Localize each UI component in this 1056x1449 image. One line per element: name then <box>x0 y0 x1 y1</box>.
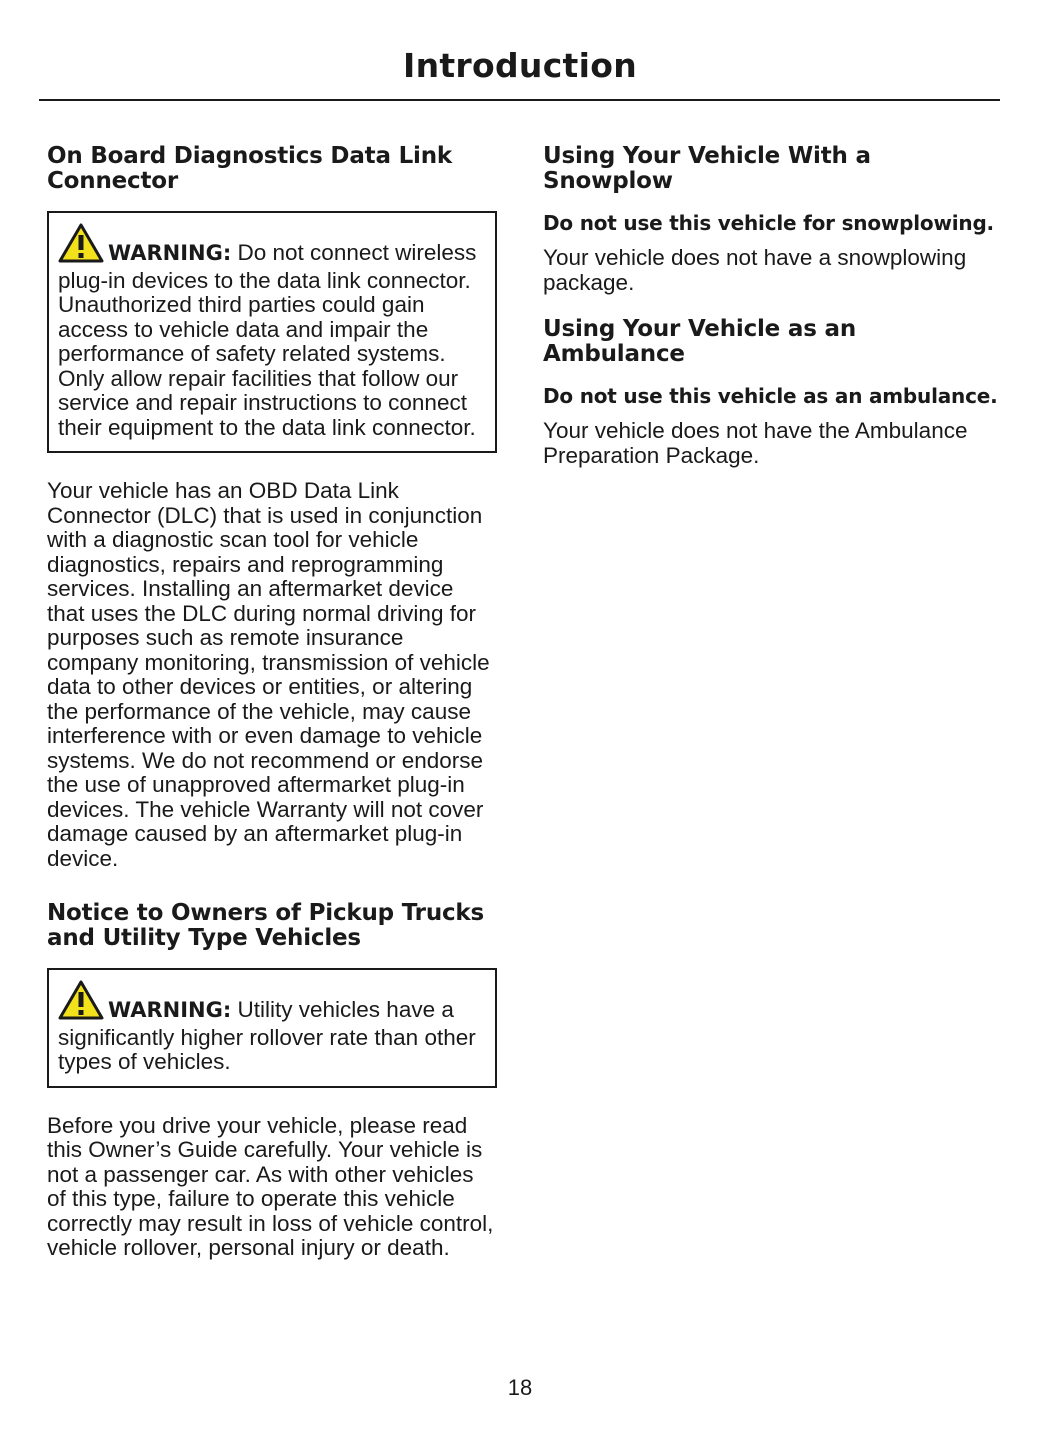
pickup-body: Before you drive your vehicle, please read this Owner’s Guide carefully. Your vehicle is not a passenger car. As with other vehicles of this type, failure to operate this vehicle correctly may result in loss of vehicle control, vehicle rollover, personal injury or death. <box>47 1112 494 1260</box>
warning-triangle-icon <box>58 980 104 1026</box>
obd-heading: On Board Diagnostics Data Link Connector <box>47 143 452 194</box>
obd-warning-text: Do not connect wireless plug-in devices to the data link connector. Unauthorized third parties could gain access to vehicle data and impair the performance of safety related systems. Only allow repair facilities that follow our service and repair instructions to connect their equipment to the data link connector. <box>58 240 477 440</box>
left-column <box>47 144 497 1261</box>
page-title: Introduction <box>402 46 638 85</box>
ambulance-section <box>543 317 1003 468</box>
ambulance-heading: Using Your Vehicle as an Ambulance <box>543 316 856 367</box>
header-divider <box>39 99 1000 101</box>
pickup-section <box>47 901 497 1261</box>
snowplow-body: Your vehicle does not have a snowplowing package. <box>543 245 967 295</box>
ambulance-body: Your vehicle does not have the Ambulance Preparation Package. <box>543 418 968 468</box>
obd-body: Your vehicle has an OBD Data Link Connector (DLC) that is used in conjunction with a diagnostic scan tool for vehicle diagnostics, repairs and reprogramming services. Installing an aftermarket device that uses the DLC during normal driving for purposes such as remote insurance company monitoring, transmission of vehicle data to other devices or entities, or altering the performance of the vehicle, may cause interference with or even damage to vehicle systems. We do not recommend or endorse the use of unapproved aftermarket plug-in devices. The vehicle Warranty will not cover damage caused by an aftermarket plug-in device. <box>47 478 490 871</box>
right-column <box>543 144 1003 468</box>
snowplow-subheading: Do not use this vehicle for snowplowing. <box>543 211 994 235</box>
snowplow-heading: Using Your Vehicle With a Snowplow <box>543 143 871 194</box>
warning-label: WARNING: <box>108 998 232 1022</box>
page-number: 18 <box>507 1375 533 1400</box>
obd-section <box>47 144 497 871</box>
obd-warning-box <box>47 211 497 453</box>
warning-label: WARNING: <box>108 241 232 265</box>
pickup-warning-text: Utility vehicles have a significantly higher rollover rate than other types of vehicles. <box>58 997 476 1074</box>
snowplow-section <box>543 144 1003 295</box>
pickup-warning-box <box>47 968 497 1088</box>
ambulance-subheading: Do not use this vehicle as an ambulance. <box>543 384 998 408</box>
warning-triangle-icon <box>58 223 104 269</box>
pickup-heading: Notice to Owners of Pickup Trucks and Utility Type Vehicles <box>47 900 485 951</box>
